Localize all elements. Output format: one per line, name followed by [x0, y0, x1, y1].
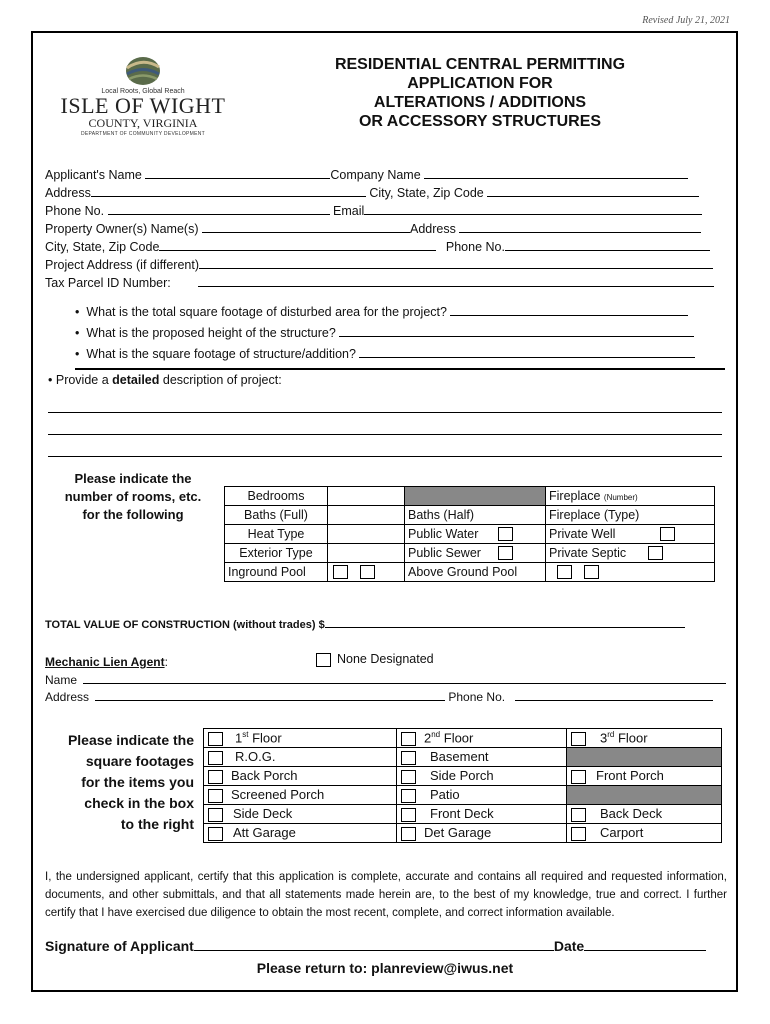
floor3-checkbox[interactable]: [571, 732, 586, 746]
company-name-field[interactable]: [424, 168, 688, 179]
address-row: [45, 186, 699, 200]
question-2-field[interactable]: [339, 326, 694, 337]
question-1-field[interactable]: [450, 305, 688, 316]
side-porch-label: Side Porch: [430, 768, 494, 784]
back-deck-checkbox[interactable]: [571, 808, 586, 822]
inground-pool-checkbox-yes[interactable]: [333, 565, 348, 579]
signature-label: Signature of Applicant: [45, 938, 194, 954]
floor1-sup: st: [242, 730, 249, 740]
private-well-label: Private Well: [549, 526, 616, 541]
baths-half-label: Baths (Half): [405, 506, 546, 525]
owner-city-field[interactable]: [159, 240, 436, 251]
side-deck-checkbox[interactable]: [208, 808, 223, 822]
logo-tagline: Local Roots, Global Reach: [101, 88, 185, 95]
screened-porch-checkbox[interactable]: [208, 789, 223, 803]
applicant-name-row: [45, 168, 688, 182]
bedrooms-label: Bedrooms: [225, 487, 328, 506]
lien-address-row: [45, 690, 713, 704]
lien-agent-row: Mechanic Lien Agent:: [45, 655, 168, 669]
floor3-cell: 3rd Floor: [567, 729, 722, 748]
title-line-3: ALTERATIONS / ADDITIONS: [373, 94, 587, 111]
inground-pool-cell: [225, 563, 328, 582]
owner-address-field[interactable]: [459, 222, 701, 233]
owner-names-field[interactable]: [202, 222, 410, 233]
back-porch-label: Back Porch: [231, 768, 298, 784]
baths-full-input[interactable]: [328, 506, 405, 525]
front-porch-checkbox[interactable]: [571, 770, 586, 784]
description-prompt: • Provide a detailed description of project:: [48, 373, 282, 387]
front-deck-checkbox[interactable]: [401, 808, 416, 822]
fireplace-type-label: Fireplace (Type): [546, 506, 715, 525]
revised-date: Revised July 21, 2021: [642, 15, 730, 26]
county-logo: [58, 55, 228, 150]
sqft-label-4: check in the box: [84, 795, 194, 811]
screened-porch-label: Screened Porch: [231, 787, 325, 803]
signature-row: [45, 938, 706, 954]
none-designated-row: [316, 652, 434, 667]
owner-phone-label: Phone No.: [445, 240, 505, 254]
floor2-checkbox[interactable]: [401, 732, 416, 746]
det-garage-checkbox[interactable]: [401, 827, 416, 841]
floor1-label: Floor: [248, 730, 282, 746]
side-porch-checkbox[interactable]: [401, 770, 416, 784]
patio-label: Patio: [430, 787, 460, 803]
address-field[interactable]: [91, 186, 366, 197]
signature-field[interactable]: [194, 938, 554, 951]
description-line-2[interactable]: [48, 434, 722, 435]
description-line-1[interactable]: [48, 412, 722, 413]
none-designated-checkbox[interactable]: [316, 653, 331, 667]
description-line-3[interactable]: [48, 456, 722, 457]
lien-phone-label: Phone No.: [448, 690, 506, 704]
rog-label: R.O.G.: [235, 749, 276, 765]
city-state-zip-label: City, State, Zip Code: [369, 186, 484, 200]
carport-cell: [567, 824, 722, 843]
att-garage-cell: [204, 824, 397, 843]
form-title: [290, 55, 670, 131]
bedrooms-input[interactable]: [328, 487, 405, 506]
title-line-1: RESIDENTIAL CENTRAL PERMITTING: [334, 56, 626, 73]
floor2-cell: 2nd Floor: [397, 729, 567, 748]
phone-email-row: [45, 204, 702, 218]
question-2-text: What is the proposed height of the structure?: [86, 326, 336, 340]
logo-state: COUNTY, VIRGINIA: [88, 116, 198, 130]
owner-phone-field[interactable]: [505, 240, 710, 251]
heat-type-input[interactable]: [328, 525, 405, 544]
owner-row: [45, 222, 701, 236]
applicant-name-field[interactable]: [145, 168, 330, 179]
basement-label: Basement: [430, 749, 489, 765]
certification-text: I, the undersigned applicant, certify that this application is complete, accurate and contains all required and requested information, documents, and other submittals, and that all statements made herein are, to the best of my knowledge, true and correct. I further certify that I have exercised due diligence to obtain the most recent, complete, and correct information available.: [45, 871, 727, 919]
floor2-sup: nd: [431, 730, 441, 740]
inground-pool-checkbox-no[interactable]: [360, 565, 375, 579]
tax-parcel-field[interactable]: [198, 276, 714, 287]
rooms-label-1: Please indicate the: [74, 471, 192, 486]
owner-city-row: [45, 240, 710, 254]
screened-porch-cell: [204, 786, 397, 805]
front-deck-label: Front Deck: [430, 806, 494, 822]
inground-pool-label: Inground Pool: [228, 565, 306, 579]
sqft-label-5: to the right: [120, 816, 194, 832]
sqft-label-3: for the items you: [81, 774, 194, 790]
inground-pool-input: [328, 563, 405, 582]
applicant-name-label: Applicant's Name: [45, 168, 142, 182]
email-field[interactable]: [364, 204, 702, 215]
side-deck-label: Side Deck: [233, 806, 293, 822]
phone-field[interactable]: [108, 204, 330, 215]
lien-phone-field[interactable]: [515, 690, 713, 701]
back-porch-cell: [204, 767, 397, 786]
question-3-text: What is the square footage of structure/addition?: [86, 347, 356, 361]
description-prefix: Provide a: [55, 373, 113, 387]
exterior-type-label: Exterior Type: [225, 544, 328, 563]
floor3-label: Floor: [614, 730, 648, 746]
basement-checkbox[interactable]: [401, 751, 416, 765]
carport-label: Carport: [600, 825, 644, 841]
tax-parcel-row: [45, 276, 714, 290]
above-ground-pool-checkbox-no[interactable]: [584, 565, 599, 579]
gray-cell: [405, 487, 546, 506]
private-septic-checkbox[interactable]: [648, 546, 663, 560]
front-deck-cell: [397, 805, 567, 824]
basement-cell: [397, 748, 567, 767]
rooms-label-2: number of rooms, etc.: [64, 489, 202, 504]
public-water-label: Public Water: [408, 526, 479, 541]
exterior-type-input[interactable]: [328, 544, 405, 563]
private-well-checkbox[interactable]: [660, 527, 675, 541]
rooms-table: [224, 486, 715, 582]
above-ground-pool-label: Above Ground Pool: [405, 563, 546, 582]
city-state-zip-field[interactable]: [487, 186, 699, 197]
side-porch-cell: [397, 767, 567, 786]
private-septic-cell: [546, 544, 715, 563]
rooms-instruction: [48, 470, 218, 524]
project-address-field[interactable]: [199, 258, 713, 269]
above-ground-pool-input: [546, 563, 715, 582]
public-sewer-checkbox[interactable]: [498, 546, 513, 560]
lien-address-label: Address: [45, 690, 90, 704]
county-seal-icon: [123, 55, 163, 87]
att-garage-label: Att Garage: [233, 825, 296, 841]
private-septic-label: Private Septic: [549, 545, 627, 560]
lien-name-field[interactable]: [83, 673, 726, 684]
email-label: Email: [333, 204, 365, 218]
det-garage-label: Det Garage: [424, 825, 492, 841]
question-3: • What is the square footage of structure/addition?: [75, 347, 695, 361]
question-divider: [75, 368, 725, 370]
project-address-row: [45, 258, 713, 272]
owner-names-label: Property Owner(s) Name(s): [45, 222, 199, 236]
description-suffix: description of project:: [159, 373, 282, 387]
logo-county: ISLE OF WIGHT: [60, 93, 226, 118]
rog-cell: [204, 748, 397, 767]
fireplace-number-label: [546, 487, 715, 506]
question-3-field[interactable]: [359, 347, 695, 358]
address-label: Address: [45, 186, 91, 200]
question-1-text: What is the total square footage of disturbed area for the project?: [86, 305, 447, 319]
heat-type-label: Heat Type: [225, 525, 328, 544]
floor3-sup: rd: [607, 730, 615, 740]
sqft-label-2: square footages: [85, 753, 194, 769]
question-2: • What is the proposed height of the structure?: [75, 326, 694, 340]
total-value-row: [45, 617, 685, 631]
gray-cell: [567, 748, 722, 767]
question-1: • What is the total square footage of disturbed area for the project?: [75, 305, 688, 319]
floor1-checkbox[interactable]: [208, 732, 223, 746]
none-designated-label: None Designated: [337, 652, 434, 666]
company-name-label: Company Name: [330, 168, 421, 182]
back-deck-label: Back Deck: [600, 806, 663, 822]
project-address-label: Project Address (if different): [45, 258, 200, 272]
description-bold: detailed: [112, 373, 160, 387]
back-porch-checkbox[interactable]: [208, 770, 223, 784]
front-porch-cell: [567, 767, 722, 786]
title-line-2: APPLICATION FOR: [407, 75, 553, 92]
gray-cell: [567, 786, 722, 805]
owner-city-label: City, State, Zip Code: [45, 240, 160, 254]
fireplace-number-note: (Number): [603, 493, 638, 502]
logo-dept: DEPARTMENT OF COMMUNITY DEVELOPMENT: [80, 131, 206, 137]
total-value-field[interactable]: [325, 617, 685, 628]
total-value-label: TOTAL VALUE OF CONSTRUCTION (without trades) $: [45, 619, 325, 631]
att-garage-checkbox[interactable]: [208, 827, 223, 841]
floor1-cell: 1st Floor: [204, 729, 397, 748]
fireplace-number-text: Fireplace: [549, 489, 601, 503]
side-deck-cell: [204, 805, 397, 824]
phone-label: Phone No.: [45, 204, 105, 218]
rooms-label-3: for the following: [82, 507, 184, 522]
sqft-table: [203, 728, 722, 843]
title-line-4: OR ACCESSORY STRUCTURES: [358, 113, 602, 130]
tax-parcel-label: Tax Parcel ID Number:: [45, 276, 171, 290]
above-ground-pool-checkbox-yes[interactable]: [557, 565, 572, 579]
patio-cell: [397, 786, 567, 805]
date-field[interactable]: [584, 938, 706, 951]
baths-full-label: Baths (Full): [225, 506, 328, 525]
sqft-instruction: [48, 730, 194, 835]
back-deck-cell: [567, 805, 722, 824]
patio-checkbox[interactable]: [401, 789, 416, 803]
owner-address-label: Address: [409, 222, 456, 236]
lien-address-field[interactable]: [95, 690, 445, 701]
public-sewer-label: Public Sewer: [408, 545, 481, 560]
front-porch-label: Front Porch: [596, 768, 664, 784]
date-label: Date: [553, 938, 585, 954]
return-instruction: Please return to: planreview@iwus.net: [256, 960, 514, 976]
private-well-cell: [546, 525, 715, 544]
lien-agent-label: Mechanic Lien Agent: [45, 655, 165, 669]
public-water-checkbox[interactable]: [498, 527, 513, 541]
rog-checkbox[interactable]: [208, 751, 223, 765]
floor2-label: Floor: [440, 730, 474, 746]
det-garage-cell: [397, 824, 567, 843]
sqft-label-1: Please indicate the: [67, 732, 194, 748]
lien-name-row: [45, 673, 726, 687]
lien-name-label: Name: [45, 673, 78, 687]
public-water-cell: [405, 525, 546, 544]
public-sewer-cell: [405, 544, 546, 563]
carport-checkbox[interactable]: [571, 827, 586, 841]
